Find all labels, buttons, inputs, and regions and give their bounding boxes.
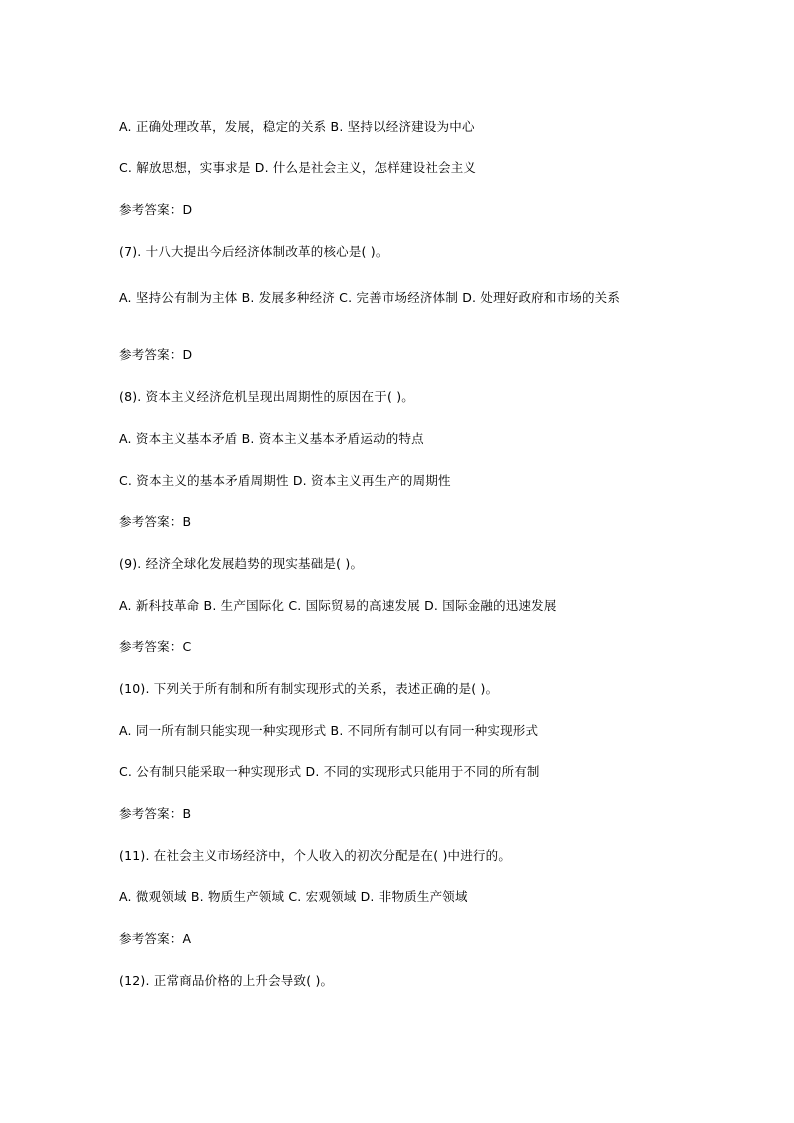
answer-line: 参考答案：A xyxy=(119,931,192,946)
answer-line: 参考答案：D xyxy=(119,202,193,217)
option-line: C. 资本主义的基本矛盾周期性 D. 资本主义再生产的周期性 xyxy=(119,473,451,488)
answer-line: 参考答案：C xyxy=(119,639,192,654)
question-line: (9). 经济全球化发展趋势的现实基础是( )。 xyxy=(119,556,364,571)
question-line: (11). 在社会主义市场经济中，个人收入的初次分配是在( )中进行的。 xyxy=(119,848,512,863)
answer-line: 参考答案：B xyxy=(119,514,192,529)
question-line: (7). 十八大提出今后经济体制改革的核心是( )。 xyxy=(119,244,389,259)
question-line: (10). 下列关于所有制和所有制实现形式的关系，表述正确的是( )。 xyxy=(119,681,499,696)
option-line: A. 同一所有制只能实现一种实现形式 B. 不同所有制可以有同一种实现形式 xyxy=(119,723,539,738)
answer-line: 参考答案：B xyxy=(119,806,192,821)
question-line: (8). 资本主义经济危机呈现出周期性的原因在于( )。 xyxy=(119,389,414,404)
answer-line: 参考答案：D xyxy=(119,347,193,362)
option-line: A. 微观领域 B. 物质生产领域 C. 宏观领域 D. 非物质生产领域 xyxy=(119,889,468,904)
option-line: C. 公有制只能采取一种实现形式 D. 不同的实现形式只能用于不同的所有制 xyxy=(119,764,540,779)
option-line: A. 坚持公有制为主体 B. 发展多种经济 C. 完善市场经济体制 D. 处理好政府和市场的关系 xyxy=(119,290,621,305)
option-line: C. 解放思想，实事求是 D. 什么是社会主义，怎样建设社会主义 xyxy=(119,160,477,175)
option-line: A. 正确处理改革，发展，稳定的关系 B. 坚持以经济建设为中心 xyxy=(119,119,475,134)
option-line: A. 新科技革命 B. 生产国际化 C. 国际贸易的高速发展 D. 国际金融的迅速发展 xyxy=(119,598,557,613)
question-line: (12). 正常商品价格的上升会导致( )。 xyxy=(119,973,334,988)
option-line: A. 资本主义基本矛盾 B. 资本主义基本矛盾运动的特点 xyxy=(119,431,424,446)
